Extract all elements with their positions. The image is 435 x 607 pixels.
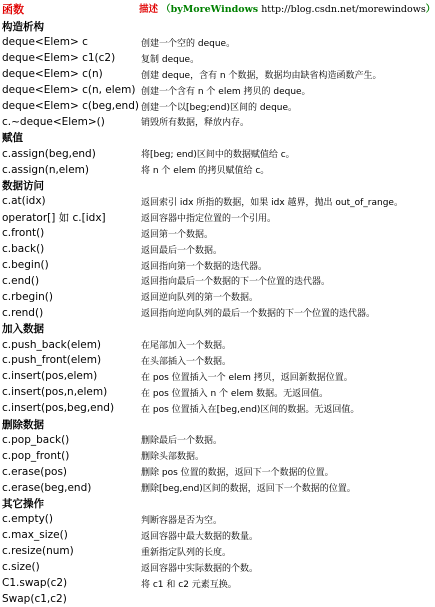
table-row (2, 527, 414, 544)
header-function-label: 函数 (2, 3, 24, 16)
table-row (2, 193, 414, 210)
section-heading (2, 18, 414, 35)
function-signature: deque<Elem> c1(c2) (2, 52, 116, 65)
function-signature: c.max_size() (2, 529, 68, 542)
function-signature: deque<Elem> c(beg,end) (2, 100, 139, 112)
function-description: 创建一个含有 n 个 elem 拷贝的 deque。 (141, 86, 311, 97)
section-heading (2, 129, 414, 146)
table-row (2, 288, 414, 305)
function-signature: c.rbegin() (2, 290, 53, 303)
function-signature: c.assign(beg,end) (2, 147, 96, 160)
function-description: 判断容器是否为空。 (141, 515, 223, 526)
function-signature: c.front() (2, 227, 45, 240)
table-row (2, 257, 414, 274)
function-description: 在头部插入一个数据。 (141, 356, 232, 367)
function-signature: deque<Elem> c(n) (2, 68, 103, 81)
table-row (2, 559, 414, 576)
table-row (2, 145, 414, 162)
function-description: 返回最后一个数据。 (141, 245, 223, 256)
function-signature: c.begin() (2, 259, 49, 271)
function-description: 返回指向第一个数据的迭代器。 (141, 261, 268, 272)
function-signature: c.push_front(elem) (2, 354, 102, 367)
table-row (2, 463, 414, 480)
table-row (2, 82, 414, 99)
function-description: 将 c1 和 c2 元素互换。 (141, 579, 237, 590)
function-description: 销毁所有数据，释放内存。 (141, 118, 250, 129)
function-description: 返回指向最后一个数据的下一个位置的迭代器。 (141, 277, 331, 288)
function-signature: c.empty() (2, 513, 53, 526)
function-signature: c.at(idx) (2, 195, 46, 208)
function-description: 返回逆向队列的第一个数据。 (141, 293, 259, 304)
table-row (2, 50, 414, 67)
function-signature: c.assign(n,elem) (2, 163, 89, 176)
table-row (2, 66, 414, 83)
function-description: 返回索引 idx 所指的数据，如果 idx 越界，抛出 out_of_range。 (141, 197, 403, 208)
section-title: 构造析构 (2, 21, 44, 33)
header-author: byMoreWindows (170, 4, 259, 15)
function-description: 在 pos 位置插入一个 elem 拷贝，返回新数据位置。 (141, 372, 353, 383)
table-row (2, 431, 414, 448)
function-description: 返回容器中最大数据的数量。 (141, 531, 259, 542)
section-title: 赋值 (2, 132, 23, 145)
function-signature: C1.swap(c2) (2, 577, 68, 589)
table-row (2, 34, 414, 51)
section-heading (2, 320, 414, 337)
header-description (139, 1, 435, 15)
header-open-paren: （ (161, 4, 171, 15)
table-row (2, 384, 414, 401)
function-signature: c.resize(num) (2, 545, 74, 558)
table-row (2, 400, 414, 417)
function-signature: c.insert(pos,n,elem) (2, 386, 108, 399)
function-description: 在 pos 位置插入 n 个 elem 数据。无返回值。 (141, 388, 329, 399)
section-title: 删除数据 (2, 418, 44, 431)
function-description: 创建 deque，含有 n 个数据，数据均由缺省构造函数产生。 (141, 70, 382, 81)
function-signature: c.size() (2, 561, 40, 574)
table-row (2, 352, 414, 369)
function-description: 在 pos 位置插入在[beg,end)区间的数据。无返回值。 (141, 404, 360, 415)
function-description: 重新指定队列的长度。 (141, 547, 232, 558)
table-row (2, 272, 414, 289)
table-row (2, 113, 414, 130)
function-description: 删除 pos 位置的数据，返回下一个数据的位置。 (141, 468, 334, 479)
table-row (2, 511, 414, 528)
section-heading (2, 177, 414, 194)
function-signature: c.end() (2, 274, 40, 287)
function-signature: c.insert(pos,beg,end) (2, 402, 115, 415)
section-heading (2, 495, 414, 512)
table-row (2, 241, 414, 258)
function-signature: c.pop_back() (2, 433, 70, 446)
function-signature: c.push_back(elem) (2, 338, 102, 351)
table-row (2, 304, 414, 321)
table-row (2, 225, 414, 242)
section-heading (2, 416, 414, 433)
function-signature: operator[] 如 c.[idx] (2, 211, 106, 224)
table-row (2, 575, 414, 592)
function-description: 返回指向逆向队列的最后一个数据的下一个位置的迭代器。 (141, 309, 376, 320)
section-title: 数据访问 (2, 180, 44, 192)
header-close-paren: ） (425, 4, 435, 15)
function-description: 返回容器中指定位置的一个引用。 (141, 213, 277, 224)
section-title: 其它操作 (2, 498, 44, 510)
table-row (2, 447, 414, 464)
table-row (2, 479, 414, 496)
header-description-label: 描述 (139, 4, 159, 15)
function-signature: deque<Elem> c (2, 36, 88, 49)
function-signature: c.pop_front() (2, 449, 70, 462)
table-row (2, 98, 414, 115)
function-signature: Swap(c1,c2) (2, 592, 67, 605)
function-description: 将[beg; end)区间中的数据赋值给 c。 (141, 150, 295, 161)
function-description: 在尾部加入一个数据。 (141, 341, 232, 351)
function-description: 复制 deque。 (141, 54, 200, 65)
function-description: 创建一个空的 deque。 (141, 38, 236, 49)
function-description: 创建一个以[beg;end)区间的 deque。 (141, 102, 298, 113)
function-signature: c.insert(pos,elem) (2, 370, 98, 383)
table-row (2, 209, 414, 226)
table-row (2, 590, 414, 607)
function-description: 返回容器中实际数据的个数。 (141, 563, 259, 574)
function-signature: deque<Elem> c(n, elem) (2, 84, 136, 97)
section-title: 加入数据 (2, 323, 44, 336)
function-signature: c.erase(pos) (2, 465, 68, 478)
table-row (2, 368, 414, 385)
function-description: 删除头部数据。 (141, 452, 205, 463)
function-description: 删除最后一个数据。 (141, 436, 223, 447)
table-row (2, 543, 414, 560)
function-signature: c.rend() (2, 306, 44, 319)
function-signature: c.erase(beg,end) (2, 481, 92, 494)
function-description: 删除[beg,end)区间的数据，返回下一个数据的位置。 (141, 484, 356, 495)
function-signature: c.~deque<Elem>() (2, 115, 105, 128)
function-signature: c.back() (2, 243, 45, 256)
table-row (2, 161, 414, 178)
header-url: http://blog.csdn.net/morewindows (261, 4, 426, 15)
function-description: 返回第一个数据。 (141, 229, 214, 240)
function-description: 将 n 个 elem 的拷贝赋值给 c。 (141, 166, 270, 177)
table-row (2, 336, 414, 353)
